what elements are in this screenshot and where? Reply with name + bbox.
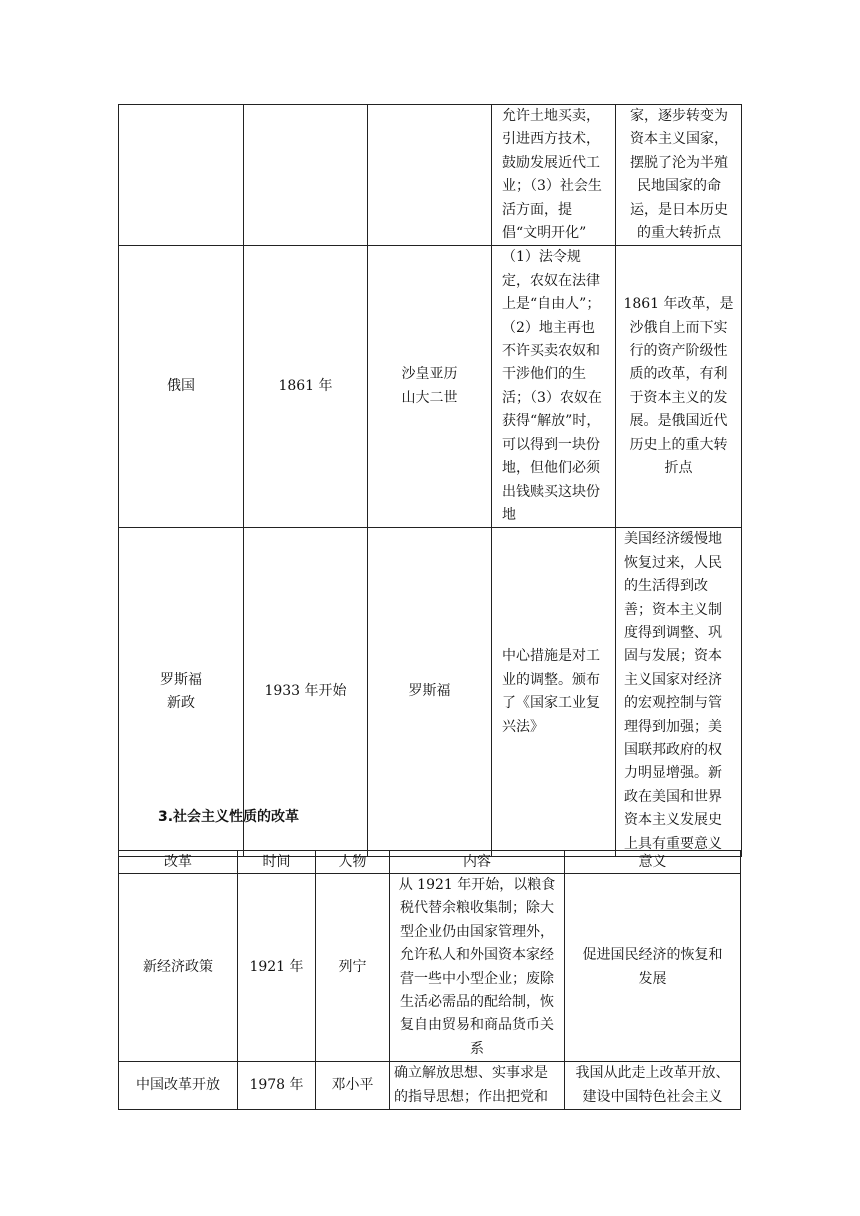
significance-cell: 家，逐步转变为资本主义国家，摆脱了沦为半殖民地国家的命运，是日本历史的重大转折点 [616, 105, 742, 246]
section-heading: 3.社会主义性质的改革 [158, 809, 300, 825]
reform-cell: 罗斯福新政 [119, 528, 244, 857]
content-cell: 确立解放思想、实事求是的指导思想；作出把党和 [390, 1062, 565, 1110]
reform-cell: 俄国 [119, 246, 244, 528]
column-header: 意义 [565, 851, 741, 874]
socialist-reforms-table [118, 850, 741, 1110]
time-cell [244, 105, 368, 246]
content-cell: （1）法令规定，农奴在法律上是“自由人”；（2）地主再也不许买卖农奴和干涉他们的生活；（3）农奴在获得“解放”时，可以得到一块份地，但他们必须出钱赎买这块份地 [492, 246, 616, 528]
time-cell: 1978 年 [238, 1062, 316, 1110]
reform-cell: 中国改革开放 [119, 1062, 238, 1110]
column-header: 内容 [390, 851, 565, 874]
time-cell: 1921 年 [238, 874, 316, 1062]
table-row [119, 1062, 741, 1110]
person-cell [368, 105, 492, 246]
significance-cell: 促进国民经济的恢复和发展 [565, 874, 741, 1062]
person-cell: 邓小平 [316, 1062, 390, 1110]
column-header: 改革 [119, 851, 238, 874]
table-header-row [119, 851, 741, 874]
table-row [119, 246, 742, 528]
table-row [119, 874, 741, 1062]
person-cell: 列宁 [316, 874, 390, 1062]
column-header: 人物 [316, 851, 390, 874]
significance-cell: 1861 年改革，是沙俄自上而下实行的资产阶级性质的改革，有利于资本主义的发展。是俄国近代历史上的重大转折点 [616, 246, 742, 528]
person-cell: 沙皇亚历山大二世 [368, 246, 492, 528]
table-row [119, 105, 742, 246]
content-cell: 从 1921 年开始，以粮食税代替余粮收集制；除大型企业仍由国家管理外，允许私人和外国资本家经营一些中小型企业；废除生活必需品的配给制，恢复自由贸易和商品货币关系 [390, 874, 565, 1062]
content-cell: 中心措施是对工业的调整。颁布了《国家工业复兴法》 [492, 528, 616, 857]
person-cell: 罗斯福 [368, 528, 492, 857]
reforms-table-continued [118, 104, 742, 857]
reform-cell: 新经济政策 [119, 874, 238, 1062]
significance-cell: 美国经济缓慢地恢复过来，人民的生活得到改善；资本主义制度得到调整、巩固与发展；资本主义国家对经济的宏观控制与管理得到加强；美国联邦政府的权力明显增强。新政在美国和世界资本主义发展史上具有重要意义 [616, 528, 742, 857]
significance-cell: 我国从此走上改革开放、建设中国特色社会主义 [565, 1062, 741, 1110]
column-header: 时间 [238, 851, 316, 874]
reform-cell [119, 105, 244, 246]
time-cell: 1933 年开始 [244, 528, 368, 857]
time-cell: 1861 年 [244, 246, 368, 528]
content-cell: 允许土地买卖，引进西方技术，鼓励发展近代工业；（3）社会生活方面，提倡“文明开化” [492, 105, 616, 246]
